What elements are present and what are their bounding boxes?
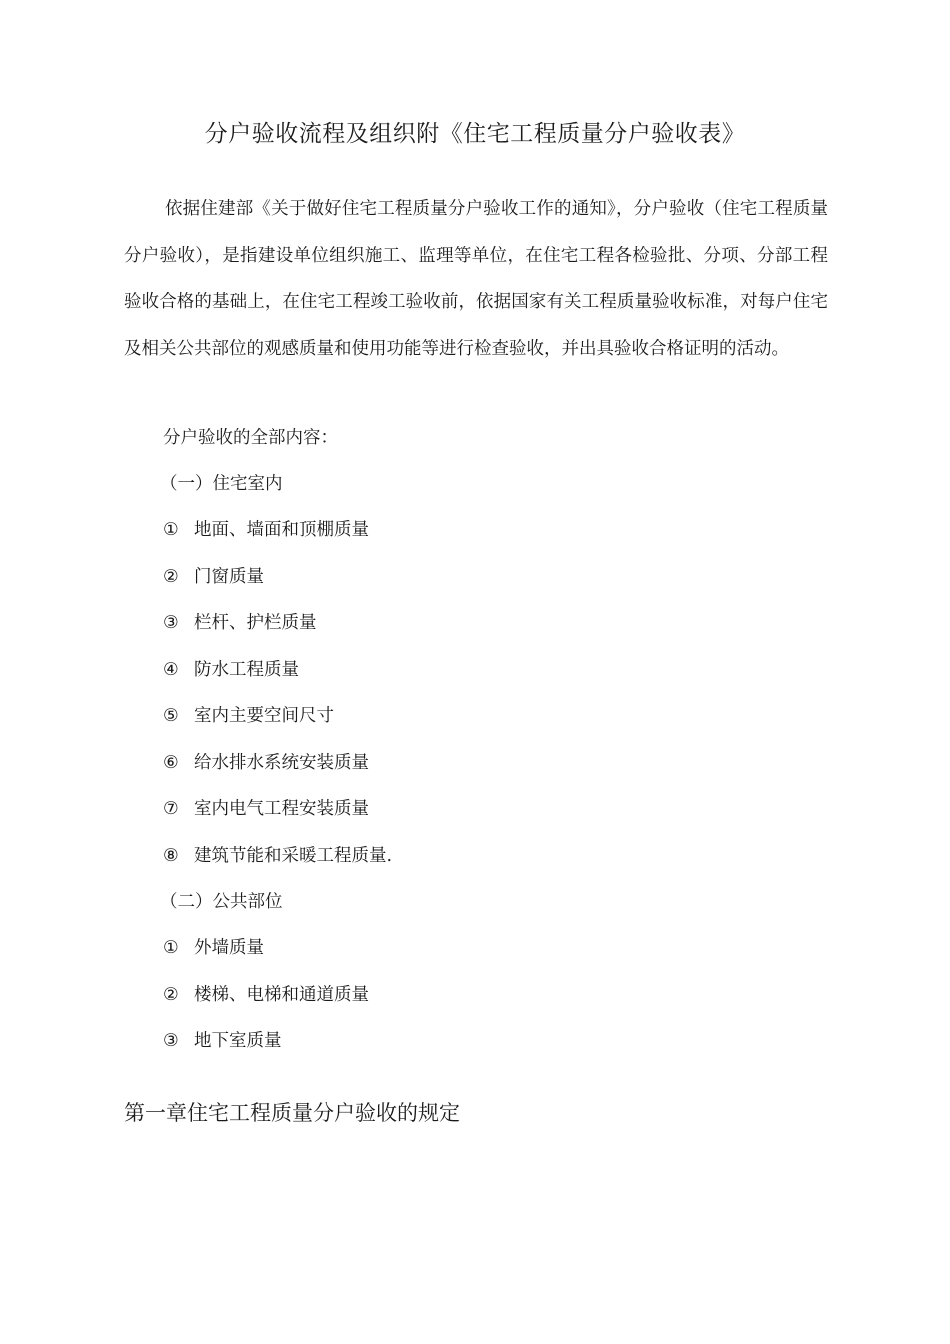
item-text: 楼梯、电梯和通道质量	[194, 985, 369, 1005]
item-number: ③	[163, 613, 179, 633]
list-item	[163, 934, 264, 962]
intro-paragraph: 依据住建部《关于做好住宅工程质量分户验收工作的通知》，分户验收（住宅工程质量分户验收），是指建设单位组织施工、监理等单位，在住宅工程各检验批、分项、分部工程验收合格的基础上，在住宅工程竣工验收前，依据国家有关工程质量验收标准，对每户住宅及相关公共部位的观感质量和使用功能等进行检查验收，并出具验收合格证明的活动。	[124, 199, 828, 359]
item-number: ⑤	[163, 706, 179, 726]
item-text: 建筑节能和采暖工程质量.	[194, 846, 393, 866]
list-item	[163, 656, 299, 684]
list-item	[163, 563, 264, 591]
section-heading-indoor: （一）住宅室内	[160, 474, 283, 494]
item-number: ①	[163, 938, 179, 958]
item-number: ③	[163, 1031, 179, 1051]
chapter-heading: 第一章住宅工程质量分户验收的规定	[124, 1101, 460, 1125]
contents-heading: 分户验收的全部内容：	[163, 428, 338, 448]
item-number: ⑥	[163, 753, 179, 773]
document-title: 分户验收流程及组织附《住宅工程质量分户验收表》	[204, 121, 746, 147]
section-heading-public: （二）公共部位	[160, 892, 283, 912]
list-item	[163, 1027, 282, 1055]
item-number: ①	[163, 520, 179, 540]
item-number: ②	[163, 567, 179, 587]
list-item	[163, 842, 392, 870]
item-text: 地下室质量	[194, 1031, 282, 1051]
item-text: 栏杆、护栏质量	[194, 613, 317, 633]
item-text: 地面、墙面和顶棚质量	[194, 520, 369, 540]
item-text: 外墙质量	[194, 938, 264, 958]
item-number: ⑧	[163, 846, 179, 866]
list-item	[163, 981, 369, 1009]
item-text: 给水排水系统安装质量	[194, 753, 369, 773]
list-item	[163, 749, 369, 777]
item-text: 室内电气工程安装质量	[194, 799, 369, 819]
item-text: 室内主要空间尺寸	[194, 706, 334, 726]
list-item	[163, 516, 369, 544]
item-text: 门窗质量	[194, 567, 264, 587]
item-number: ⑦	[163, 799, 179, 819]
list-item	[163, 702, 334, 730]
list-item	[163, 795, 369, 823]
item-number: ④	[163, 660, 179, 680]
list-item	[163, 609, 317, 637]
item-text: 防水工程质量	[194, 660, 299, 680]
item-number: ②	[163, 985, 179, 1005]
